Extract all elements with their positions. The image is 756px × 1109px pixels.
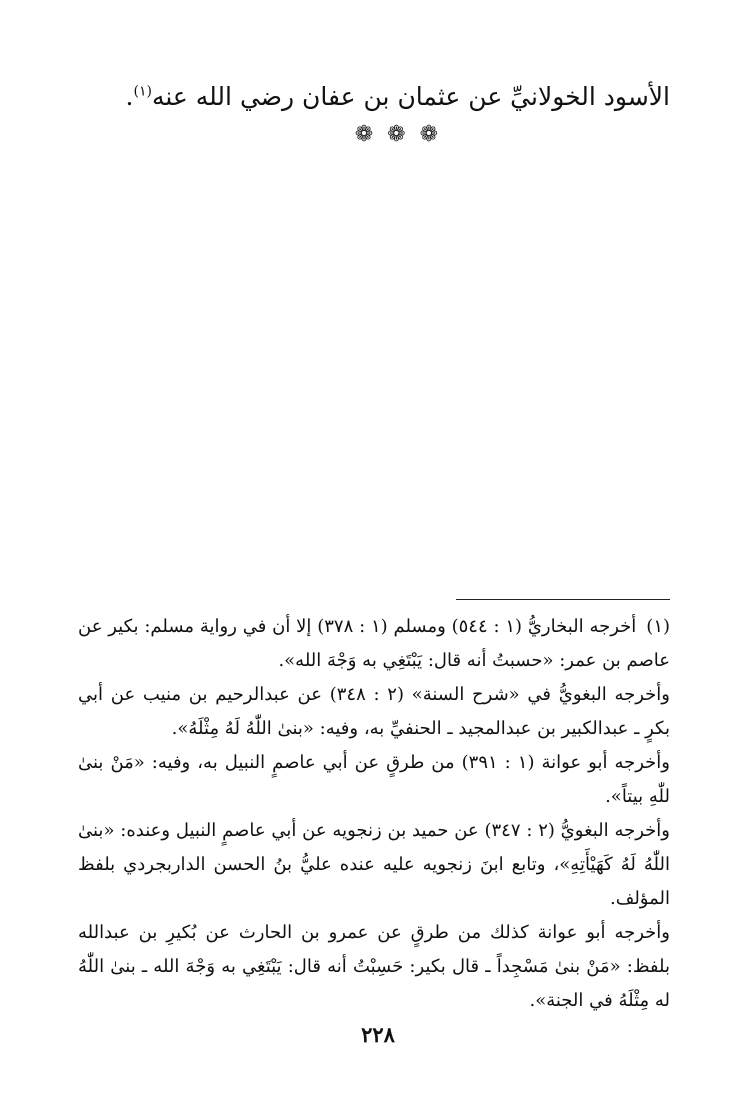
main-text-end-punct: . bbox=[125, 82, 134, 111]
page-number: ٢٢٨ bbox=[361, 1022, 395, 1047]
flower-ornament-icon: ❁ bbox=[354, 122, 374, 147]
section-divider-ornaments bbox=[355, 124, 438, 146]
footnote-text: أخرجه البخاريُّ (١ : ٥٤٤) ومسلم (١ : ٣٧٨) إلا أن في رواية مسلم: بكير عن عاصم بن عمر: «حسبتُ أنه قال: يَبْتَغِي به وَجْهَ الله». bbox=[78, 616, 670, 671]
footnote-paragraph: وأخرجه أبو عوانة كذلك من طرقٍ عن عمرو بن الحارث عن بُكيرِ بن عبدالله بلفظ: «مَنْ بنىٰ مَسْجِداً ـ قال بكير: حَسِبْتُ أنه قال: يَبْتَغِي به وَجْهَ الله ـ بنىٰ اللّٰهُ له مِثْلَهُ في الجنة». bbox=[78, 922, 670, 1011]
footnote-paragraph bbox=[78, 610, 670, 678]
main-text-line bbox=[70, 78, 670, 116]
footnote-paragraph: وأخرجه البغويُّ في «شرح السنة» (٢ : ٣٤٨) عن عبدالرحيم بن منيب عن أبي بكرٍ ـ عبدالكبير بن عبدالمجيد ـ الحنفيِّ به، وفيه: «بنىٰ اللّٰهُ لَهُ مِثْلَهُ». bbox=[78, 684, 670, 739]
footnote-paragraph: وأخرجه البغويُّ (٢ : ٣٤٧) عن حميد بن زنجويه عن أبي عاصمٍ النبيل وعنده: «بنىٰ اللّٰهُ لَهُ كَهَيْأَتِهِ»، وتابع ابنَ زنجويه عليه عنده عليُّ بنُ الحسن الداربجردي بلفظ المؤلف. bbox=[78, 820, 670, 909]
footnote-marker: (١) bbox=[133, 83, 152, 100]
footnote-separator-rule bbox=[456, 599, 670, 600]
flower-ornament-icon: ❁ bbox=[419, 122, 438, 147]
footnote-number: (١) bbox=[646, 616, 671, 637]
footnote-paragraph: وأخرجه أبو عوانة (١ : ٣٩١) من طرقٍ عن أبي عاصمٍ النبيل به، وفيه: «مَنْ بنىٰ للّٰهِ بيتاً». bbox=[78, 752, 670, 807]
main-text-body: الأسود الخولانيِّ عن عثمان بن عفان رضي الله عنه bbox=[151, 82, 670, 111]
footnotes-section bbox=[78, 610, 670, 1018]
flower-ornament-icon: ❁ bbox=[387, 122, 406, 147]
